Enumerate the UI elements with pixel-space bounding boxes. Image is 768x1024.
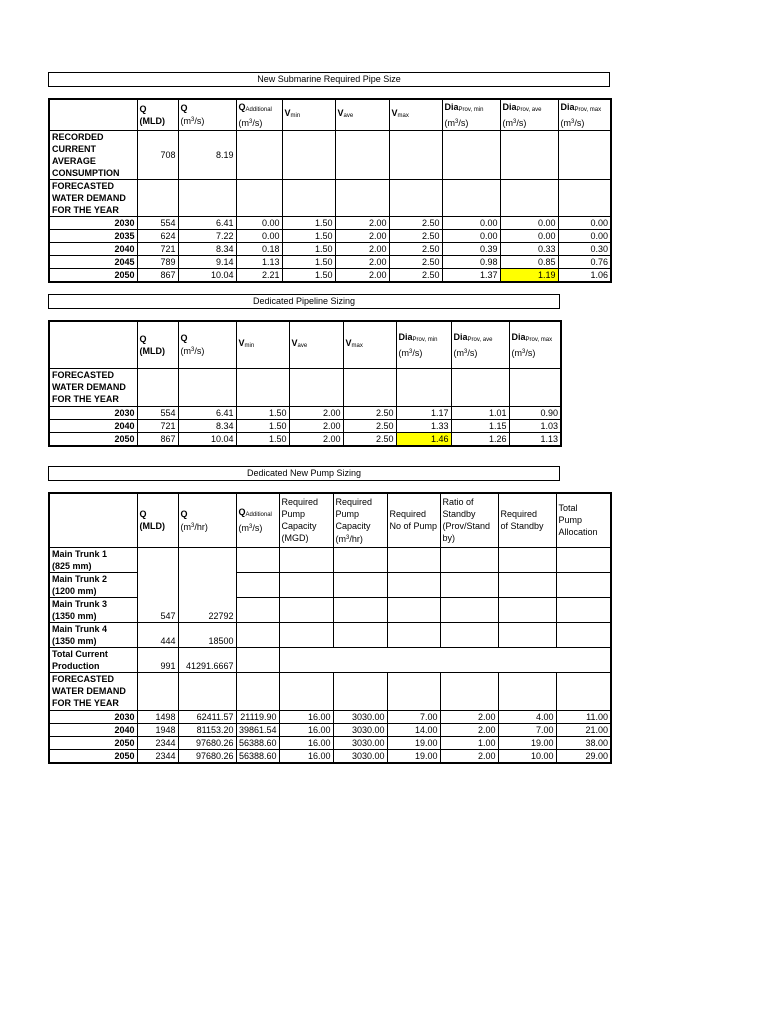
empty-cell — [498, 572, 556, 597]
value-cell: 10.00 — [498, 749, 556, 763]
value-cell: 2.50 — [389, 268, 442, 282]
q-additional-header: $Q_{Additional}$ $(m^3/s)$ — [236, 493, 279, 547]
value-cell: 1.15 — [451, 419, 509, 432]
value-cell: 19.00 — [387, 749, 440, 763]
empty-cell — [343, 368, 396, 406]
value-cell: 1.17 — [396, 406, 451, 419]
value-cell: 19.00 — [387, 736, 440, 749]
data-row — [49, 723, 611, 736]
main-trunk-3-label: Main Trunk 3 (1350 mm) — [49, 597, 137, 622]
empty-cell — [236, 547, 279, 572]
total-current-q-mld: 991 — [137, 647, 178, 672]
value-cell: 1.50 — [236, 406, 289, 419]
value-cell: 0.39 — [442, 242, 500, 255]
blank-header-cell — [49, 493, 137, 547]
value-cell: 1.50 — [282, 229, 335, 242]
ratio-of-standby-header: Ratio of Standby (Prov/Stand by) — [440, 493, 498, 547]
value-cell: 21119.90 — [236, 710, 279, 723]
value-cell: 1.50 — [282, 268, 335, 282]
header-row — [49, 321, 561, 368]
value-cell: 2.00 — [335, 268, 389, 282]
value-cell: 29.00 — [556, 749, 611, 763]
value-cell: 0.76 — [558, 255, 611, 268]
forecast-row — [49, 368, 561, 406]
empty-cell — [279, 597, 333, 622]
value-cell: 1.03 — [509, 419, 561, 432]
data-row — [49, 432, 561, 446]
empty-cell — [440, 572, 498, 597]
dia-max-header: Dia$_{Prov, max}$ $(m^3/s)$ — [558, 99, 611, 130]
value-cell: 3030.00 — [333, 710, 387, 723]
value-cell: 2.00 — [335, 255, 389, 268]
dedicated-pipeline-title: Dedicated Pipeline Sizing — [48, 294, 560, 309]
value-cell: 2.00 — [335, 229, 389, 242]
value-cell: 6.41 — [178, 216, 236, 229]
value-cell: 97680.26 — [178, 736, 236, 749]
main-trunk-1-label: Main Trunk 1 (825 mm) — [49, 547, 137, 572]
value-cell: 0.98 — [442, 255, 500, 268]
required-of-standby-header: Required of Standby — [498, 493, 556, 547]
empty-cell — [137, 572, 178, 597]
total-current-q-m3hr: 41291.6667 — [178, 647, 236, 672]
value-cell: 9.14 — [178, 255, 236, 268]
value-cell: 867 — [137, 432, 178, 446]
empty-cell — [236, 179, 282, 216]
value-cell: 0.33 — [500, 242, 558, 255]
value-cell: 2.00 — [440, 710, 498, 723]
value-cell: 16.00 — [279, 723, 333, 736]
q-m3s-header: Q $(m^3/s)$ — [178, 99, 236, 130]
value-cell: 10.04 — [178, 268, 236, 282]
empty-cell — [178, 179, 236, 216]
value-cell: 1.50 — [236, 419, 289, 432]
empty-cell — [500, 130, 558, 179]
submarine-pipe-title: New Submarine Required Pipe Size — [48, 72, 610, 87]
year-cell: 2050 — [49, 432, 137, 446]
dia-max-header: Dia$_{Prov, max}$ $(m^3/s)$ — [509, 321, 561, 368]
value-cell: 3030.00 — [333, 723, 387, 736]
main-trunk-3-q-mld: 547 — [137, 597, 178, 622]
empty-cell — [236, 597, 279, 622]
empty-cell — [137, 547, 178, 572]
value-cell: 721 — [137, 242, 178, 255]
value-cell: 7.00 — [387, 710, 440, 723]
value-cell: 1.26 — [451, 432, 509, 446]
main-trunk-2-row — [49, 572, 611, 597]
data-row — [49, 749, 611, 763]
value-cell: 2.50 — [389, 229, 442, 242]
recorded-q-mld: 708 — [137, 130, 178, 179]
year-cell: 2035 — [49, 229, 137, 242]
dia-min-header: Dia$_{Prov, min}$ $(m^3/s)$ — [396, 321, 451, 368]
main-trunk-4-row — [49, 622, 611, 647]
empty-cell — [389, 179, 442, 216]
header-row — [49, 99, 611, 130]
value-cell: 97680.26 — [178, 749, 236, 763]
blank-header-cell — [49, 321, 137, 368]
value-cell: 3030.00 — [333, 749, 387, 763]
value-cell: 1.33 — [396, 419, 451, 432]
empty-cell — [289, 368, 343, 406]
empty-cell — [333, 547, 387, 572]
q-mld-header: Q (MLD) — [137, 321, 178, 368]
year-cell: 2030 — [49, 710, 137, 723]
data-row — [49, 242, 611, 255]
empty-cell — [178, 572, 236, 597]
value-cell: 2.50 — [343, 432, 396, 446]
data-row — [49, 229, 611, 242]
required-no-of-pump-header: Required No of Pump — [387, 493, 440, 547]
q-mld-header: Q (MLD) — [137, 493, 178, 547]
value-cell: 0.00 — [500, 216, 558, 229]
main-trunk-2-label: Main Trunk 2 (1200 mm) — [49, 572, 137, 597]
empty-cell — [498, 547, 556, 572]
empty-cell — [498, 672, 556, 710]
year-cell: 2040 — [49, 723, 137, 736]
value-cell: 554 — [137, 216, 178, 229]
forecast-label: FORECASTED WATER DEMAND FOR THE YEAR — [49, 368, 137, 406]
v-min-header: $V_{min}$ — [236, 321, 289, 368]
year-cell: 2050 — [49, 749, 137, 763]
header-row — [49, 493, 611, 547]
value-cell: 2.50 — [343, 419, 396, 432]
value-cell: 2.50 — [389, 216, 442, 229]
data-row — [49, 216, 611, 229]
value-cell: 1.01 — [451, 406, 509, 419]
empty-cell — [279, 672, 333, 710]
recorded-row — [49, 130, 611, 179]
value-cell: 2.50 — [389, 255, 442, 268]
value-cell: 62411.57 — [178, 710, 236, 723]
value-cell: 554 — [137, 406, 178, 419]
total-pump-allocation-header: Total Pump Allocation — [556, 493, 611, 547]
v-max-header: $V_{max}$ — [389, 99, 442, 130]
empty-cell — [389, 130, 442, 179]
empty-cell — [236, 368, 289, 406]
value-cell: 8.34 — [178, 242, 236, 255]
value-cell: 0.18 — [236, 242, 282, 255]
value-cell: 1.13 — [236, 255, 282, 268]
value-cell: 7.22 — [178, 229, 236, 242]
empty-cell — [500, 179, 558, 216]
empty-cell — [509, 368, 561, 406]
q-m3hr-header: Q $(m^3/hr)$ — [178, 493, 236, 547]
empty-cell — [236, 622, 279, 647]
value-cell: 1.46 — [396, 432, 451, 446]
empty-cell — [556, 622, 611, 647]
dia-min-header: Dia$_{Prov, min}$ $(m^3/s)$ — [442, 99, 500, 130]
year-cell: 2050 — [49, 268, 137, 282]
value-cell: 2.00 — [440, 749, 498, 763]
year-cell: 2050 — [49, 736, 137, 749]
empty-cell — [137, 179, 178, 216]
value-cell: 0.90 — [509, 406, 561, 419]
empty-cell — [236, 647, 279, 672]
forecast-label: FORECASTED WATER DEMAND FOR THE YEAR — [49, 672, 137, 710]
value-cell: 8.34 — [178, 419, 236, 432]
value-cell: 0.00 — [500, 229, 558, 242]
year-cell: 2040 — [49, 419, 137, 432]
value-cell: 56388.60 — [236, 749, 279, 763]
v-ave-header: $V_{ave}$ — [289, 321, 343, 368]
v-ave-header: $V_{ave}$ — [335, 99, 389, 130]
value-cell: 19.00 — [498, 736, 556, 749]
empty-cell — [333, 622, 387, 647]
empty-cell — [333, 572, 387, 597]
total-current-production-label: Total Current Production — [49, 647, 137, 672]
empty-cell — [556, 672, 611, 710]
empty-cell — [498, 622, 556, 647]
empty-cell — [440, 672, 498, 710]
value-cell: 0.85 — [500, 255, 558, 268]
value-cell: 1498 — [137, 710, 178, 723]
empty-cell — [335, 179, 389, 216]
required-pump-capacity-m3hr-header: Required Pump Capacity $(m^3/hr)$ — [333, 493, 387, 547]
value-cell: 1.13 — [509, 432, 561, 446]
value-cell: 1.50 — [282, 242, 335, 255]
value-cell: 0.00 — [236, 229, 282, 242]
value-cell: 2.00 — [335, 216, 389, 229]
empty-cell — [335, 130, 389, 179]
year-cell: 2040 — [49, 242, 137, 255]
empty-cell — [279, 547, 333, 572]
empty-cell — [556, 572, 611, 597]
pump-sizing-table — [48, 492, 612, 764]
value-cell: 16.00 — [279, 710, 333, 723]
year-cell: 2045 — [49, 255, 137, 268]
empty-cell — [440, 547, 498, 572]
value-cell: 721 — [137, 419, 178, 432]
q-mld-header: Q (MLD) — [137, 99, 178, 130]
data-row — [49, 419, 561, 432]
value-cell: 1.00 — [440, 736, 498, 749]
value-cell: 3030.00 — [333, 736, 387, 749]
empty-cell — [387, 622, 440, 647]
empty-cell — [137, 672, 178, 710]
main-trunk-4-label: Main Trunk 4 (1350 mm) — [49, 622, 137, 647]
value-cell: 867 — [137, 268, 178, 282]
value-cell: 1.50 — [282, 216, 335, 229]
main-trunk-4-q-mld: 444 — [137, 622, 178, 647]
year-cell: 2030 — [49, 216, 137, 229]
empty-cell — [236, 130, 282, 179]
dia-ave-header: Dia$_{Prov, ave}$ $(m^3/s)$ — [451, 321, 509, 368]
main-trunk-3-row — [49, 597, 611, 622]
value-cell: 7.00 — [498, 723, 556, 736]
value-cell: 2.00 — [289, 406, 343, 419]
value-cell: 2.21 — [236, 268, 282, 282]
value-cell: 11.00 — [556, 710, 611, 723]
value-cell: 4.00 — [498, 710, 556, 723]
value-cell: 2.00 — [289, 432, 343, 446]
main-trunk-4-q-m3hr: 18500 — [178, 622, 236, 647]
empty-cell — [387, 672, 440, 710]
value-cell: 1.06 — [558, 268, 611, 282]
recorded-q-m3s: 8.19 — [178, 130, 236, 179]
value-cell: 624 — [137, 229, 178, 242]
dia-ave-header: Dia$_{Prov, ave}$ $(m^3/s)$ — [500, 99, 558, 130]
empty-cell — [387, 597, 440, 622]
empty-cell — [556, 597, 611, 622]
value-cell: 16.00 — [279, 736, 333, 749]
required-pump-capacity-mgd-header: Required Pump Capacity (MGD) — [279, 493, 333, 547]
q-m3s-header: Q $(m^3/s)$ — [178, 321, 236, 368]
v-max-header: $V_{max}$ — [343, 321, 396, 368]
q-additional-header: $Q_{Additional}$ $(m^3/s)$ — [236, 99, 282, 130]
value-cell: 0.00 — [558, 216, 611, 229]
empty-cell — [279, 572, 333, 597]
empty-cell — [440, 622, 498, 647]
value-cell: 789 — [137, 255, 178, 268]
submarine-pipe-table — [48, 98, 612, 283]
value-cell: 6.41 — [178, 406, 236, 419]
value-cell: 81153.20 — [178, 723, 236, 736]
value-cell: 2.50 — [389, 242, 442, 255]
empty-cell — [558, 179, 611, 216]
data-row — [49, 736, 611, 749]
total-current-production-row — [49, 647, 611, 672]
value-cell: 0.00 — [236, 216, 282, 229]
value-cell: 2.50 — [343, 406, 396, 419]
value-cell: 10.04 — [178, 432, 236, 446]
empty-cell — [556, 547, 611, 572]
empty-cell — [236, 572, 279, 597]
value-cell: 2.00 — [440, 723, 498, 736]
empty-cell — [178, 368, 236, 406]
empty-cell — [440, 597, 498, 622]
value-cell: 56388.60 — [236, 736, 279, 749]
empty-cell — [279, 622, 333, 647]
value-cell: 1948 — [137, 723, 178, 736]
empty-cell — [387, 572, 440, 597]
value-cell: 2344 — [137, 736, 178, 749]
data-row — [49, 710, 611, 723]
value-cell: 2.00 — [289, 419, 343, 432]
value-cell: 0.00 — [442, 229, 500, 242]
empty-cell — [333, 597, 387, 622]
empty-cell — [137, 368, 178, 406]
data-row — [49, 406, 561, 419]
year-cell: 2030 — [49, 406, 137, 419]
forecast-label: FORECASTED WATER DEMAND FOR THE YEAR — [49, 179, 137, 216]
empty-cell — [498, 597, 556, 622]
value-cell: 1.50 — [282, 255, 335, 268]
main-trunk-3-q-m3hr: 22792 — [178, 597, 236, 622]
value-cell: 0.00 — [558, 229, 611, 242]
value-cell: 0.30 — [558, 242, 611, 255]
value-cell: 2344 — [137, 749, 178, 763]
empty-cell — [178, 672, 236, 710]
dedicated-pipeline-table — [48, 320, 562, 447]
empty-cell — [282, 179, 335, 216]
main-trunk-1-row — [49, 547, 611, 572]
value-cell: 1.37 — [442, 268, 500, 282]
forecast-row — [49, 672, 611, 710]
empty-cell — [333, 672, 387, 710]
empty-cell — [279, 647, 611, 672]
data-row — [49, 255, 611, 268]
v-min-header: $V_{min}$ — [282, 99, 335, 130]
empty-cell — [442, 130, 500, 179]
empty-cell — [178, 547, 236, 572]
pump-sizing-title: Dedicated New Pump Sizing — [48, 466, 560, 481]
recorded-label: RECORDED CURRENT AVERAGE CONSUMPTION — [49, 130, 137, 179]
value-cell: 38.00 — [556, 736, 611, 749]
value-cell: 21.00 — [556, 723, 611, 736]
empty-cell — [442, 179, 500, 216]
data-row — [49, 268, 611, 282]
value-cell: 2.00 — [335, 242, 389, 255]
value-cell: 14.00 — [387, 723, 440, 736]
empty-cell — [396, 368, 451, 406]
forecast-row — [49, 179, 611, 216]
value-cell: 0.00 — [442, 216, 500, 229]
value-cell: 16.00 — [279, 749, 333, 763]
blank-header-cell — [49, 99, 137, 130]
value-cell: 1.50 — [236, 432, 289, 446]
empty-cell — [282, 130, 335, 179]
empty-cell — [451, 368, 509, 406]
empty-cell — [558, 130, 611, 179]
value-cell: 1.19 — [500, 268, 558, 282]
empty-cell — [236, 672, 279, 710]
empty-cell — [387, 547, 440, 572]
value-cell: 39861.54 — [236, 723, 279, 736]
